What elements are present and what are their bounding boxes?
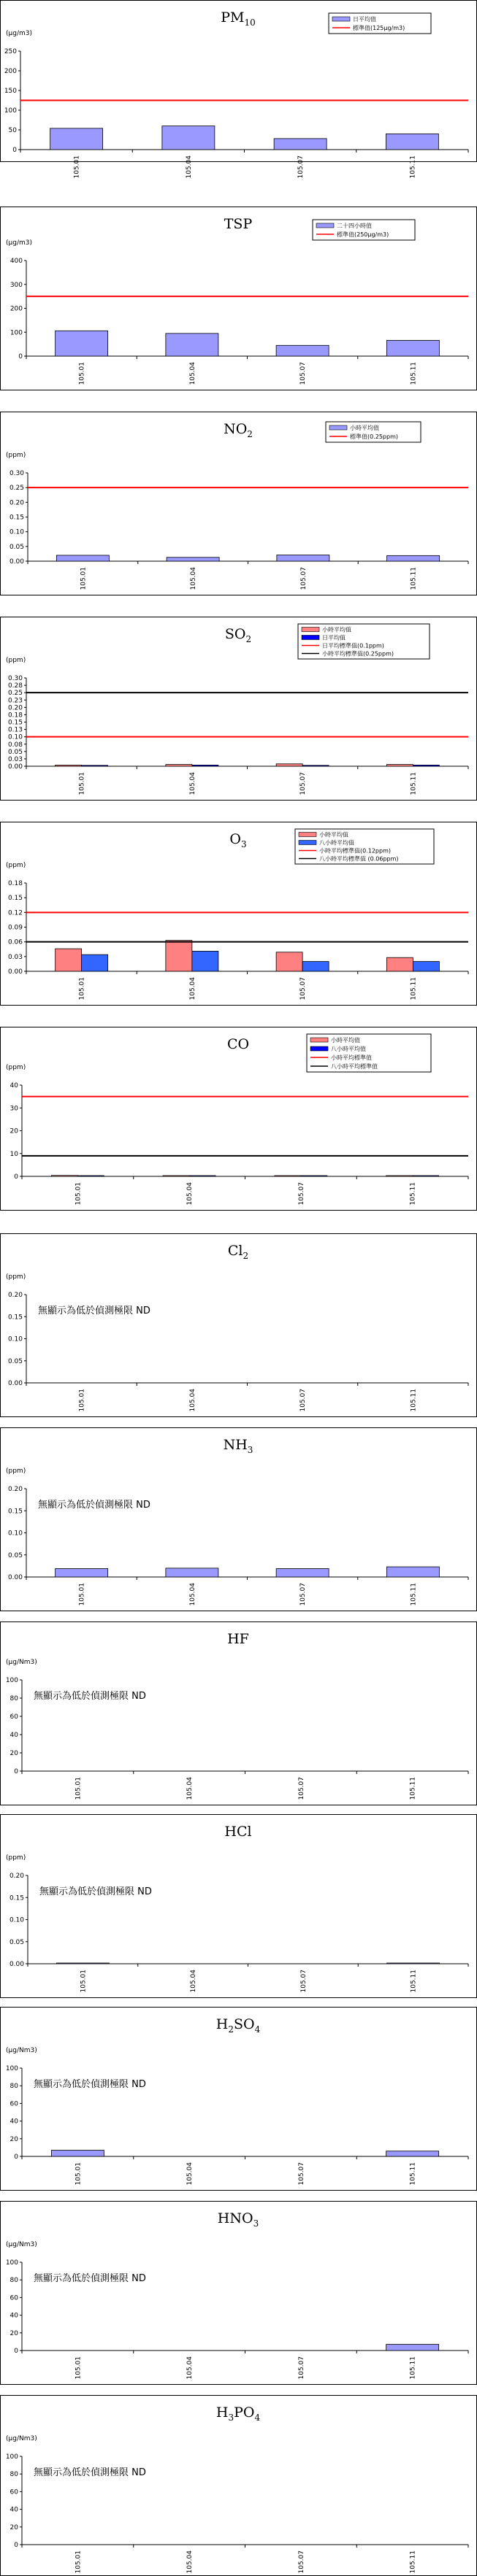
unit-label: (ppm) (6, 1064, 26, 1071)
bar (166, 941, 192, 971)
chart-svg (0, 1027, 477, 1211)
bar (56, 331, 108, 356)
legend-swatch (332, 17, 350, 21)
chart-title: $PM_{10}$ (221, 9, 256, 28)
chart-svg (0, 2395, 477, 2576)
x-tick-label: 105.04 (188, 1583, 196, 1606)
x-tick-label: 105.11 (409, 1182, 417, 1206)
nd-note: 無顯示為低於偵測極限 ND (39, 1886, 152, 1897)
chart-title: $NH_3$ (223, 1437, 253, 1455)
y-tick-label: 0.15 (9, 1894, 24, 1902)
y-tick-label: 0.15 (7, 1314, 23, 1322)
y-tick-label: 0.00 (7, 1380, 23, 1387)
x-tick-label: 105.11 (410, 977, 418, 1000)
y-tick-label: 20 (9, 2523, 18, 2531)
y-tick-label: 0.10 (7, 733, 23, 741)
bar (166, 333, 218, 356)
chart-panel (0, 1233, 477, 1417)
unit-label: (μg/Nm3) (6, 1659, 37, 1666)
legend-label: 八小時平均標準值 (331, 1063, 378, 1070)
y-tick-label: 0.05 (9, 543, 24, 551)
x-tick-label: 105.01 (75, 1777, 83, 1800)
bar (386, 134, 438, 150)
x-tick-label: 105.04 (188, 362, 196, 385)
y-tick-label: 80 (9, 2471, 18, 2479)
bar (56, 1963, 109, 1964)
x-tick-label: 105.11 (410, 1970, 418, 1993)
x-tick-label: 105.04 (186, 1182, 194, 1206)
x-tick-label: 105.04 (185, 155, 193, 179)
chart-svg (0, 1427, 477, 1611)
legend-label: 標準值(125μg/m3) (353, 25, 405, 31)
y-tick-label: 0.10 (9, 528, 24, 536)
chart-panel (0, 412, 477, 595)
chart-panel (0, 1621, 477, 1805)
chart-panel (0, 1814, 477, 1998)
legend-swatch (310, 1038, 328, 1042)
legend-label: 小時平均值 (319, 831, 348, 838)
chart-svg (0, 1621, 477, 1805)
bar (56, 765, 82, 766)
y-tick-label: 20 (9, 2135, 18, 2143)
y-tick-label: 40 (9, 2506, 18, 2514)
bar (56, 1569, 108, 1577)
x-tick-label: 105.11 (410, 362, 418, 385)
x-tick-label: 105.04 (188, 1389, 196, 1412)
chart-svg (0, 1233, 477, 1417)
chart-frame (1, 1428, 477, 1611)
x-tick-label: 105.11 (409, 2162, 417, 2186)
x-tick-label: 105.04 (186, 2550, 194, 2574)
chart-svg (0, 412, 477, 595)
chart-title: $Cl_2$ (227, 1243, 249, 1261)
legend-label: 標準值(250μg/m3) (337, 231, 389, 238)
y-tick-label: 50 (8, 127, 17, 134)
x-tick-label: 105.11 (409, 1777, 417, 1800)
legend-label: 八小時平均值 (319, 839, 354, 847)
unit-label: (μg/m3) (6, 239, 32, 247)
y-tick-label: 0.00 (7, 763, 23, 771)
y-tick-label: 0 (14, 2348, 18, 2355)
nd-note: 無顯示為低於偵測極限 ND (38, 1500, 150, 1511)
x-tick-label: 105.04 (190, 567, 198, 590)
y-tick-label: 40 (9, 2118, 18, 2126)
x-tick-label: 105.07 (297, 1182, 305, 1206)
y-tick-label: 80 (9, 2083, 18, 2091)
bar (413, 962, 439, 971)
bar (166, 765, 192, 766)
y-tick-label: 0.09 (7, 924, 23, 932)
x-tick-label: 105.11 (409, 2550, 417, 2574)
x-tick-label: 105.04 (188, 772, 196, 795)
bar (386, 765, 413, 766)
y-tick-label: 0.05 (7, 1551, 23, 1559)
x-tick-label: 105.07 (299, 1583, 308, 1606)
unit-label: (ppm) (6, 862, 26, 869)
y-tick-label: 0.25 (9, 485, 24, 493)
x-tick-label: 105.01 (73, 155, 81, 179)
y-tick-label: 100 (5, 1677, 18, 1684)
y-tick-label: 60 (9, 2488, 18, 2496)
y-tick-label: 20 (9, 2329, 18, 2337)
y-tick-label: 0.20 (9, 1873, 24, 1880)
chart-title: $O_3$ (229, 831, 247, 849)
legend-swatch (316, 223, 334, 228)
bar (386, 340, 439, 356)
legend-label: 小時平均標準值 (331, 1054, 372, 1061)
y-tick-label: 0.23 (7, 697, 23, 705)
y-tick-label: 0 (14, 2542, 18, 2549)
chart-panel (0, 0, 477, 179)
bar (162, 126, 215, 150)
y-tick-label: 0.05 (9, 1938, 24, 1946)
y-tick-label: 0.00 (9, 1961, 24, 1968)
y-tick-label: 0.15 (7, 719, 23, 727)
bar (387, 1963, 440, 1964)
y-tick-label: 0.20 (9, 499, 24, 507)
bar (50, 128, 103, 150)
bar (56, 555, 109, 561)
chart-title: CO (226, 1036, 250, 1052)
y-tick-label: 100 (5, 2065, 18, 2072)
legend-label: 標準值(0.25ppm) (350, 433, 399, 440)
y-tick-label: 0.13 (7, 726, 23, 734)
y-tick-label: 0.05 (7, 1357, 23, 1365)
y-tick-label: 40 (9, 2312, 18, 2320)
nd-note: 無顯示為低於偵測極限 ND (34, 2079, 146, 2090)
bar (387, 555, 440, 561)
y-tick-label: 10 (9, 1150, 18, 1158)
y-tick-label: 0.10 (7, 1530, 23, 1538)
unit-label: (ppm) (6, 452, 26, 459)
unit-label: (ppm) (6, 1273, 26, 1281)
y-tick-label: 0.20 (7, 1292, 23, 1299)
y-tick-label: 250 (4, 48, 17, 55)
legend-label: 二十四小時值 (337, 223, 372, 229)
y-tick-label: 0.20 (7, 1486, 23, 1493)
legend-swatch (299, 833, 316, 837)
y-tick-label: 200 (9, 305, 23, 313)
y-tick-label: 0 (18, 353, 23, 360)
y-tick-label: 0.15 (7, 1508, 23, 1516)
y-tick-label: 40 (9, 1732, 18, 1739)
y-tick-label: 0.12 (7, 909, 23, 917)
bar (167, 558, 219, 561)
x-tick-label: 105.07 (297, 155, 305, 179)
legend-swatch (302, 636, 319, 640)
x-tick-label: 105.04 (188, 977, 196, 1000)
bar (56, 949, 82, 971)
legend-label: 小時平均值 (331, 1037, 360, 1044)
unit-label: (μg/Nm3) (6, 2435, 37, 2442)
legend-label: 日平均值 (322, 634, 346, 641)
legend-label: 小時平均標準值(0.25ppm) (322, 650, 394, 658)
bar (413, 765, 439, 766)
nd-note: 無顯示為低於偵測極限 ND (34, 2467, 146, 2478)
chart-panel (0, 2201, 477, 2385)
y-tick-label: 80 (9, 2277, 18, 2285)
x-tick-label: 105.07 (297, 2550, 305, 2574)
bar (386, 1567, 439, 1577)
x-tick-label: 105.11 (410, 1583, 418, 1606)
y-tick-label: 100 (5, 2453, 18, 2461)
y-tick-label: 0.30 (9, 470, 24, 477)
bar (386, 2345, 439, 2351)
x-tick-label: 105.04 (186, 2162, 194, 2186)
unit-label: (ppm) (6, 657, 26, 664)
chart-frame (1, 1234, 477, 1417)
legend-swatch (302, 628, 319, 632)
x-tick-label: 105.07 (299, 567, 308, 590)
chart-svg (0, 2007, 477, 2191)
x-tick-label: 105.07 (297, 2162, 305, 2186)
chart-panel (0, 822, 477, 1006)
y-tick-label: 200 (4, 68, 17, 75)
bar (82, 955, 108, 971)
x-tick-label: 105.01 (78, 1389, 86, 1412)
chart-frame (1, 2202, 477, 2385)
unit-label: (ppm) (6, 1854, 26, 1862)
bar (51, 2151, 104, 2156)
chart-svg (0, 1814, 477, 1998)
bar (276, 764, 302, 766)
y-tick-label: 0.05 (7, 748, 23, 756)
chart-panel (0, 2007, 477, 2191)
y-tick-label: 20 (9, 1127, 18, 1135)
chart-title: $H_2SO_4$ (215, 2016, 261, 2035)
y-tick-label: 0.28 (7, 682, 23, 690)
y-tick-label: 0.03 (7, 953, 23, 961)
legend-swatch (299, 841, 316, 845)
y-tick-label: 0.25 (7, 690, 23, 698)
x-tick-label: 105.11 (410, 567, 418, 590)
legend-swatch (329, 425, 347, 430)
x-tick-label: 105.01 (78, 977, 86, 1000)
legend-label: 小時平均值 (322, 626, 351, 633)
bar (302, 962, 329, 971)
chart-frame (1, 2008, 477, 2191)
y-tick-label: 0.18 (7, 880, 23, 887)
x-tick-label: 105.11 (409, 155, 417, 179)
chart-title: HCl (224, 1824, 252, 1840)
bar (192, 765, 218, 766)
chart-svg (0, 0, 477, 179)
chart-frame (1, 1815, 477, 1998)
chart-title: $NO_2$ (224, 421, 253, 439)
x-tick-label: 105.07 (297, 2356, 305, 2380)
x-tick-label: 105.01 (78, 362, 86, 385)
y-tick-label: 0 (14, 2153, 18, 2161)
x-tick-label: 105.01 (80, 1970, 88, 1993)
x-tick-label: 105.11 (410, 772, 418, 795)
y-tick-label: 100 (5, 2259, 18, 2267)
bar (276, 1569, 329, 1577)
x-tick-label: 105.11 (410, 1389, 418, 1412)
chart-svg (0, 617, 477, 801)
bar (276, 952, 302, 971)
chart-title: $SO_2$ (224, 626, 252, 644)
y-tick-label: 0.15 (7, 895, 23, 903)
chart-svg (0, 2201, 477, 2385)
y-tick-label: 0.20 (7, 704, 23, 712)
x-tick-label: 105.07 (299, 1389, 308, 1412)
chart-frame (1, 1622, 477, 1805)
bar (166, 1568, 218, 1577)
legend-label: 小時平均值 (350, 425, 379, 431)
x-tick-label: 105.07 (299, 772, 308, 795)
chart-title: TSP (224, 216, 253, 232)
y-tick-label: 0.18 (7, 712, 23, 720)
chart-svg (0, 822, 477, 1006)
x-tick-label: 105.04 (186, 1777, 194, 1800)
bar (386, 957, 413, 971)
y-tick-label: 60 (9, 2294, 18, 2302)
y-tick-label: 0.15 (9, 514, 24, 522)
x-tick-label: 105.01 (78, 772, 86, 795)
nd-note: 無顯示為低於偵測極限 ND (38, 1306, 150, 1316)
legend-label: 日平均標準值(0.1ppm) (322, 642, 384, 649)
x-tick-label: 105.11 (409, 2356, 417, 2380)
x-tick-label: 105.07 (299, 362, 308, 385)
x-tick-label: 105.04 (190, 1970, 198, 1993)
unit-label: (ppm) (6, 1468, 26, 1475)
x-tick-label: 105.01 (75, 2550, 83, 2574)
y-tick-label: 400 (9, 258, 23, 265)
bar (276, 345, 329, 356)
y-tick-label: 0.06 (7, 938, 23, 946)
bar (386, 2151, 439, 2156)
chart-panel (0, 617, 477, 801)
x-tick-label: 105.07 (299, 977, 308, 1000)
y-tick-label: 20 (9, 1750, 18, 1757)
y-tick-label: 100 (9, 329, 23, 337)
legend-label: 日平均值 (353, 16, 376, 23)
chart-frame (1, 2396, 477, 2576)
y-tick-label: 60 (9, 1713, 18, 1721)
chart-panel (0, 207, 477, 390)
x-tick-label: 105.04 (186, 2356, 194, 2380)
y-tick-label: 0.00 (9, 558, 24, 566)
unit-label: (μg/m3) (6, 30, 32, 37)
y-tick-label: 80 (9, 1695, 18, 1702)
x-tick-label: 105.07 (297, 1777, 305, 1800)
unit-label: (μg/Nm3) (6, 2241, 37, 2248)
y-tick-label: 0 (12, 147, 17, 154)
x-tick-label: 105.07 (299, 1970, 308, 1993)
legend-label: 八小時平均值 (331, 1046, 366, 1052)
chart-title: $H_3PO_4$ (215, 2405, 261, 2423)
chart-panel (0, 1027, 477, 1211)
y-tick-label: 0.10 (7, 1335, 23, 1343)
nd-note: 無顯示為低於偵測極限 ND (34, 1691, 146, 1702)
y-tick-label: 300 (9, 281, 23, 289)
bar (274, 139, 327, 150)
chart-title: $HNO_3$ (217, 2210, 259, 2229)
legend-label: 八小時平均標準值 (0.06ppm) (319, 855, 399, 863)
y-tick-label: 30 (9, 1105, 18, 1113)
y-tick-label: 150 (4, 88, 17, 95)
y-tick-label: 40 (9, 1082, 18, 1090)
bar (192, 951, 218, 971)
x-tick-label: 105.01 (75, 2356, 83, 2380)
y-tick-label: 0 (14, 1768, 18, 1775)
y-tick-label: 0.03 (7, 755, 23, 763)
legend-swatch (310, 1046, 328, 1051)
y-tick-label: 0.30 (7, 675, 23, 682)
x-tick-label: 105.01 (78, 1583, 86, 1606)
y-tick-label: 0.08 (7, 741, 23, 749)
y-tick-label: 0 (14, 1173, 18, 1181)
y-tick-label: 100 (4, 107, 17, 115)
nd-note: 無顯示為低於偵測極限 ND (34, 2273, 146, 2284)
chart-svg (0, 207, 477, 390)
chart-title: HF (227, 1631, 249, 1647)
unit-label: (μg/Nm3) (6, 2047, 37, 2054)
bar (277, 555, 329, 561)
x-tick-label: 105.01 (75, 2162, 83, 2186)
x-tick-label: 105.01 (75, 1182, 83, 1206)
legend-label: 小時平均標準值(0.12ppm) (319, 847, 392, 855)
y-tick-label: 0.00 (7, 968, 23, 976)
chart-panel (0, 2395, 477, 2576)
x-tick-label: 105.01 (80, 567, 88, 590)
y-tick-label: 60 (9, 2100, 18, 2108)
chart-panel (0, 1427, 477, 1611)
y-tick-label: 0.00 (7, 1574, 23, 1581)
y-tick-label: 0.10 (9, 1916, 24, 1924)
